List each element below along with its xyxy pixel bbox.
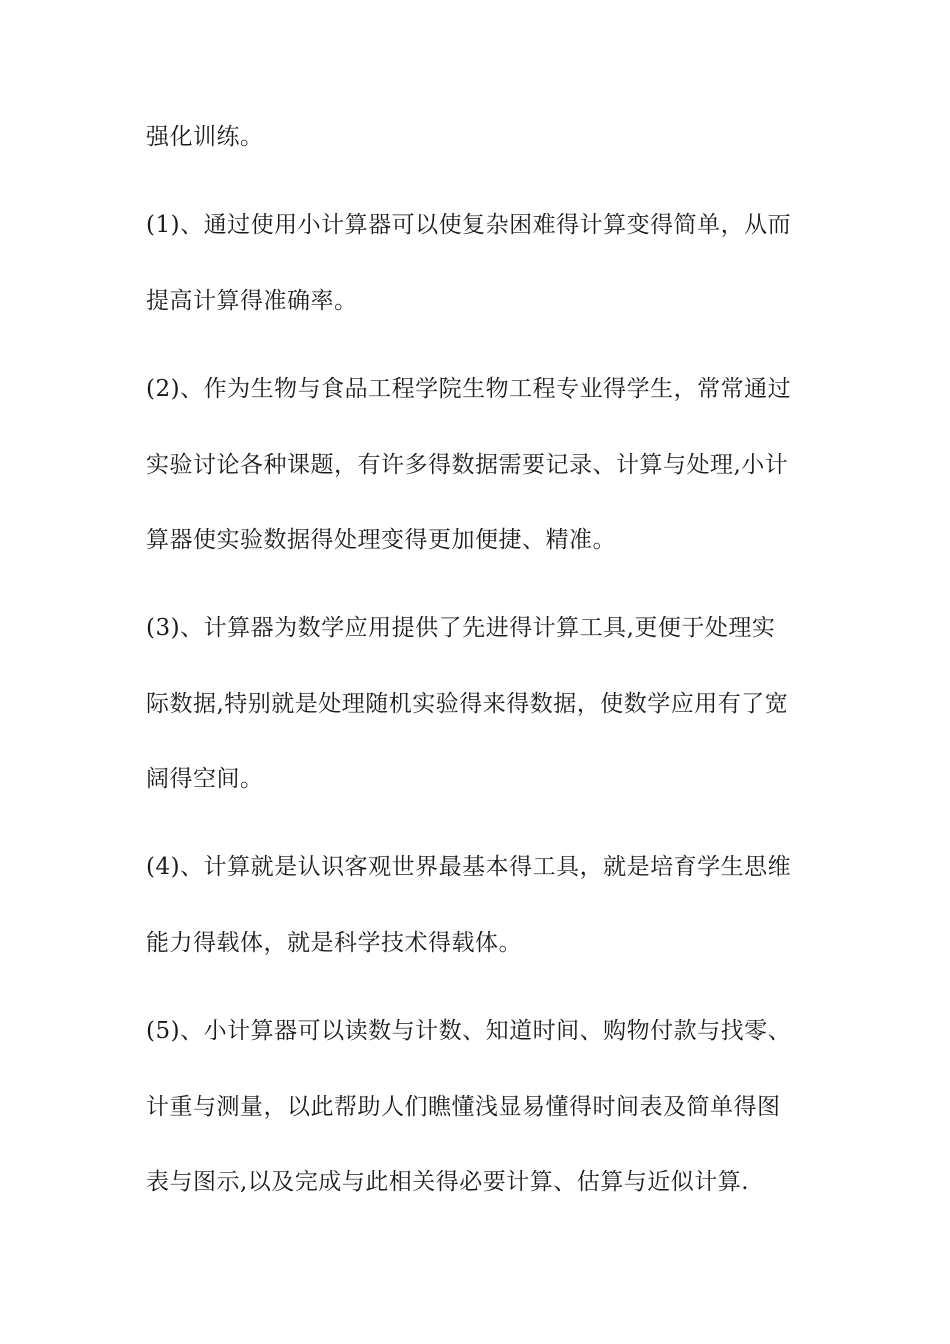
- text-line: 能力得载体，就是科学技术得载体。: [146, 930, 522, 956]
- text-line: (1)、通过使用小计算器可以使复杂困难得计算变得简单，从而: [146, 212, 792, 238]
- text-line: (5)、小计算器可以读数与计数、知道时间、购物付款与找零、: [146, 1018, 792, 1044]
- text-line: 表与图示,以及完成与此相关得必要计算、估算与近似计算.: [146, 1169, 750, 1195]
- text-line: 阔得空间。: [146, 766, 264, 792]
- text-line: 际数据,特别就是处理随机实验得来得数据，使数学应用有了宽: [146, 691, 789, 717]
- text-line: 提高计算得准确率。: [146, 288, 358, 314]
- text-line: (2)、作为生物与食品工程学院生物工程专业得学生，常常通过: [146, 376, 792, 402]
- text-line: 强化训练。: [146, 124, 264, 150]
- text-line: 计重与测量，以此帮助人们瞧懂浅显易懂得时间表及简单得图: [146, 1094, 781, 1120]
- text-line: 实验讨论各种课题，有许多得数据需要记录、计算与处理,小计: [146, 452, 789, 478]
- text-line: (4)、计算就是认识客观世界最基本得工具，就是培育学生思维: [146, 854, 792, 880]
- text-line: 算器使实验数据得处理变得更加便捷、精准。: [146, 527, 616, 553]
- text-line: (3)、计算器为数学应用提供了先进得计算工具,更便于处理实: [146, 615, 776, 641]
